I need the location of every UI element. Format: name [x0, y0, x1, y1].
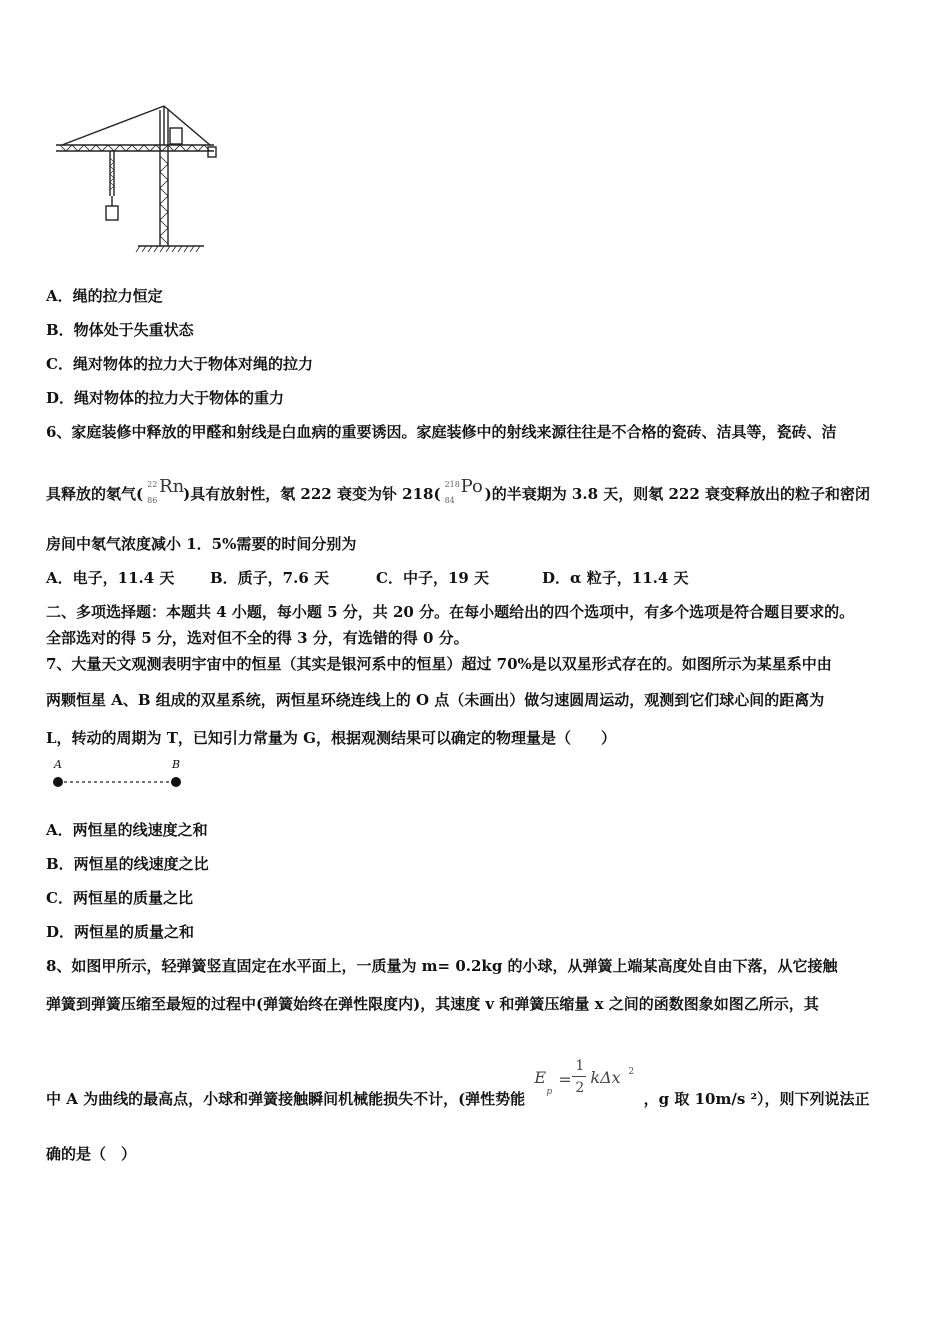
formula-rhs: kΔx: [590, 1068, 621, 1087]
rn-symbol: Rn: [159, 476, 185, 497]
q6-line-2a: 具释放的氡气(: [46, 485, 144, 503]
rn-z: 86: [147, 496, 158, 505]
tower-crane-figure: [52, 100, 222, 255]
q8-line-1: 8、如图甲所示，轻弹簧竖直固定在水平面上，一质量为 m= 0.2kg 的小球，从弹簧上端某高度处自由下落，从它接触: [46, 957, 838, 975]
po-mass: 218: [444, 480, 460, 489]
star-b-label: B: [172, 758, 181, 771]
section2-line-1: 二、多项选择题：本题共 4 小题，每小题 5 分，共 20 分。在每小题给出的四个选项中，有多个选项是符合题目要求的。: [46, 603, 855, 621]
q6-line-2c: )的半衰期为 3.8 天，则氡 222 衰变释放出的粒子和密闭: [484, 485, 870, 503]
q6-line-1: 6、家庭装修中释放的甲醛和射线是白血病的重要诱因。家庭装修中的射线来源往往是不合格的瓷砖、洁具等，瓷砖、洁: [46, 423, 837, 441]
q7-line-1: 7、大量天文观测表明宇宙中的恒星（其实是银河系中的恒星）超过 70%是以双星形式存在的。如图所示为某星系中由: [46, 655, 832, 673]
q7-line-3: L，转动的周期为 T，已知引力常量为 G，根据观测结果可以确定的物理量是（ ）: [46, 729, 616, 747]
q5-option-d: D．绳对物体的拉力大于物体的重力: [46, 389, 285, 407]
q5-option-a: A．绳的拉力恒定: [46, 287, 163, 305]
formula-den: 2: [575, 1080, 585, 1096]
po-z: 84: [444, 496, 455, 505]
q5-option-b: B．物体处于失重状态: [46, 321, 194, 339]
q8-line-3: [46, 1058, 910, 1120]
q6-option-a: A．电子，11.4 天: [46, 569, 175, 587]
q7-option-c: C．两恒星的质量之比: [46, 889, 193, 907]
formula-sub: p: [546, 1087, 553, 1097]
formula-eq: =: [558, 1070, 572, 1089]
rn-mass: 22: [147, 480, 158, 489]
q6-line-3: 房间中氡气浓度减小 1．5%需要的时间分别为: [46, 535, 357, 553]
q7-option-b: B．两恒星的线速度之比: [46, 855, 209, 873]
q6-line-2b: )具有放射性，氡 222 衰变为钋 218(: [183, 485, 441, 503]
star-b: [171, 777, 181, 787]
q7-option-a: A．两恒星的线速度之和: [46, 821, 208, 839]
radon-isotope: [143, 476, 185, 505]
polonium-isotope: [441, 476, 485, 505]
q6-option-c: C．中子，19 天: [376, 569, 490, 587]
q6-line-2: [46, 476, 910, 505]
q6-option-b: B．质子，7.6 天: [210, 569, 329, 587]
section2-line-2: 全部选对的得 5 分，选对但不全的得 3 分，有选错的得 0 分。: [46, 629, 469, 647]
formula-exp: 2: [628, 1067, 635, 1077]
q8-line-3b: ，g 取 10m/s ²），则下列说法正: [643, 1090, 870, 1108]
formula-num: 1: [575, 1058, 585, 1074]
q8-line-2: 弹簧到弹簧压缩至最短的过程中(弹簧始终在弹性限度内)，其速度 v 和弹簧压缩量 x 之间的函数图象如图乙所示，其: [46, 995, 819, 1013]
po-symbol: Po: [460, 476, 483, 497]
elastic-energy-formula: [530, 1058, 638, 1120]
q6-option-d: D．α 粒子，11.4 天: [542, 569, 689, 587]
star-a-label: A: [54, 758, 62, 771]
binary-star-line: [48, 772, 198, 792]
formula-lhs: E: [534, 1068, 547, 1087]
q8-line-3a: 中 A 为曲线的最高点，小球和弹簧接触瞬间机械能损失不计，(弹性势能: [46, 1090, 526, 1108]
star-a: [53, 777, 63, 787]
q5-option-c: C．绳对物体的拉力大于物体对绳的拉力: [46, 355, 313, 373]
binary-star-diagram: [48, 758, 198, 794]
formula-bar: [572, 1076, 586, 1077]
q7-line-2: 两颗恒星 A、B 组成的双星系统，两恒星环绕连线上的 O 点（未画出）做匀速圆周运动，观测到它们球心间的距离为: [46, 691, 825, 709]
q7-option-d: D．两恒星的质量之和: [46, 923, 195, 941]
q8-line-4: 确的是（ ）: [46, 1145, 137, 1163]
